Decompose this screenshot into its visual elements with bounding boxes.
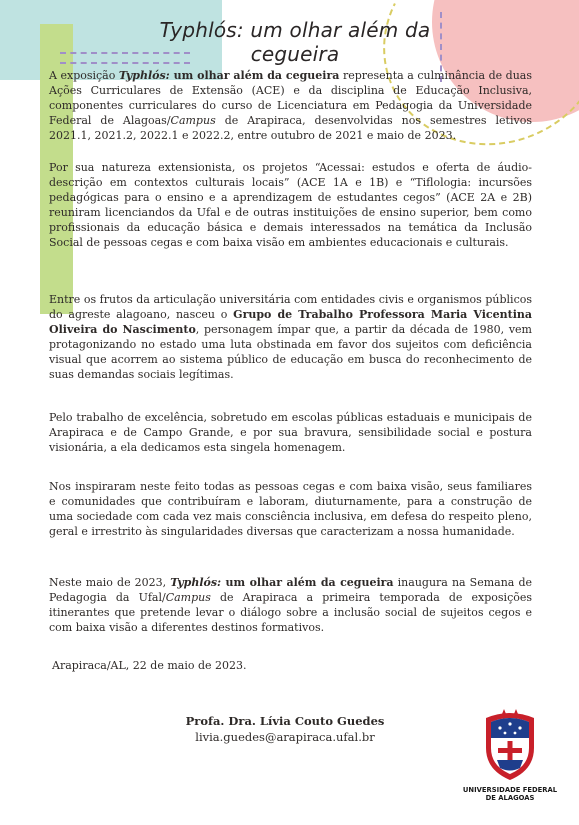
paragraph-intro	[49, 68, 532, 143]
text-span: , personagem ímpar que, a partir da década de 1980, vem protagonizando no estado uma luta obstinada em favor dos sujeitos com deficiência visual que acorrem ao sistema público de educação em busca do reconhecimento de suas demandas sociais legítimas.	[49, 323, 532, 381]
paragraph-working-group	[49, 292, 532, 382]
text-span: de Arapiraca a primeira temporada de exposições itinerantes que pretende levar o diálogo sobre a inclusão social de sujeitos cegos e com baixa visão a diferentes destinos formativos.	[49, 591, 533, 634]
exhibition-name-rest: um olhar além da cegueira	[169, 69, 340, 82]
exhibition-name-rest: um olhar além da cegueira	[221, 576, 394, 589]
logo-text-line: DE ALAGOAS	[485, 794, 535, 802]
exhibition-name	[170, 576, 393, 589]
paragraph-homage: Pelo trabalho de excelência, sobretudo em escolas públicas estaduais e municipais de Arapiraca e de Campo Grande, e por sua bravura, sensibilidade social e postura visionária, a ela dedicamos esta singela homenagem.	[49, 411, 532, 454]
text-span: Entre os frutos da articulação universitária com entidades civis e organismos públicos do agreste alagoano, nasceu o	[49, 293, 532, 321]
document-title: Typhlós: um olhar além da cegueira	[159, 18, 431, 66]
ufal-crest-icon	[480, 708, 540, 782]
text-span: inaugura na Semana de Pedagogia da Ufal/	[49, 576, 533, 604]
logo-text-line: UNIVERSIDADE FEDERAL	[462, 786, 558, 794]
ufal-logo-text	[458, 786, 562, 802]
text-span: Neste maio de 2023,	[49, 576, 171, 589]
signature-block	[170, 713, 400, 745]
signature-email: livia.guedes@arapiraca.ufal.br	[195, 730, 375, 744]
text-span: A exposição	[49, 69, 119, 82]
paragraph-projects: Por sua natureza extensionista, os projetos “Acessai: estudos e oferta de áudio-descrição em contextos culturais locais” (ACE 1A e 1B) e “Tiflologia: incursões pedagógicas para o ensino e a aprendizagem de estudantes cegos” (ACE 2A e 2B) reuniram licenciandos da Ufal e de outras instituições de ensino superior, bem como profissionais da educação básica e demais interessados na temática da Inclusão Social de pessoas cegas e com baixa visão em ambientes educacionais e culturais.	[49, 161, 532, 249]
text-span: de Arapiraca, desenvolvidas nos semestres letivos 2021.1, 2021.2, 2022.1 e 2022.2, entre outubro de 2021 e maio de 2023.	[49, 114, 532, 142]
paragraph-inauguration	[49, 575, 532, 635]
exhibition-name-italic: Typhlós:	[170, 576, 222, 589]
signature-name: Profa. Dra. Lívia Couto Guedes	[185, 714, 385, 728]
paragraph-inspiration: Nos inspiraram neste feito todas as pessoas cegas e com baixa visão, seus familiares e comunidades que contribuíram e laboram, diuturnamente, para a construção de uma sociedade com cada vez mais consciência inclusiva, em defesa do respeito pleno, geral e irrestrito às singularidades diversas que caracterizam a nossa humanidade.	[49, 480, 532, 538]
exhibition-name-italic: Typhlós:	[118, 69, 170, 82]
place-and-date: Arapiraca/AL, 22 de maio de 2023.	[52, 659, 247, 672]
exhibition-name	[119, 69, 340, 82]
campus-italic: Campus	[170, 114, 216, 127]
text-span: representa a culminância de duas Ações Curriculares de Extensão (ACE) e da disciplina de Educação Inclusiva, componentes curriculares do curso de Licenciatura em Pedagogia da Universidade Federal de Alagoas/	[49, 69, 532, 127]
working-group-name: Grupo de Trabalho Professora Maria Vicentina Oliveira do Nascimento	[49, 308, 532, 336]
campus-italic: Campus	[165, 591, 211, 604]
